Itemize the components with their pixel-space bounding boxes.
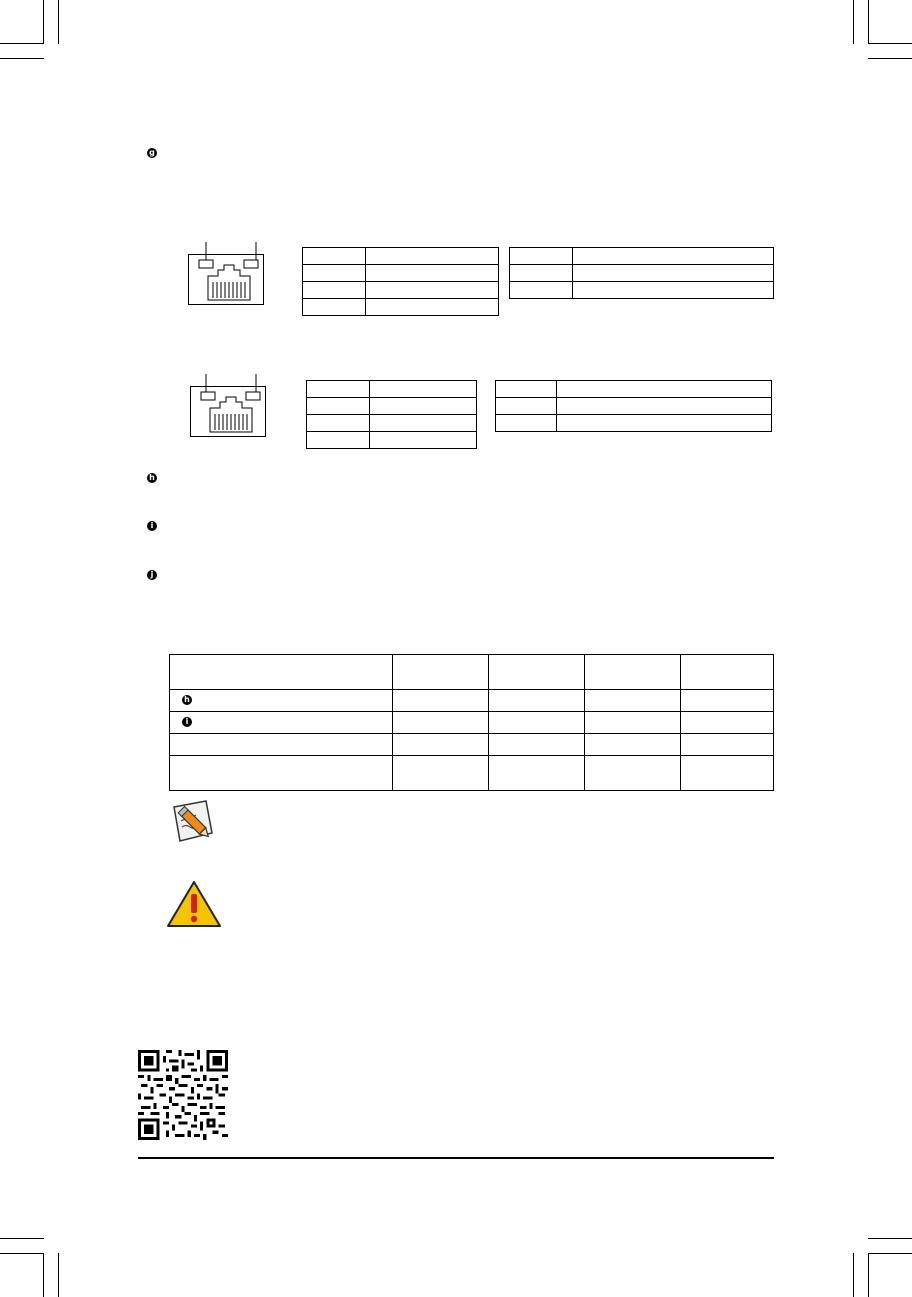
lan1-left-led-table	[302, 247, 499, 316]
section-bullet-h: h	[147, 473, 157, 483]
lan2-left-led-table	[306, 380, 477, 449]
lan-port-diagram-1	[188, 240, 268, 310]
footer-rule	[138, 1157, 774, 1159]
table-row-bullet-h: h	[182, 695, 192, 705]
lan1-right-led-table	[509, 247, 774, 299]
lan-port-diagram-2	[190, 372, 270, 442]
section-bullet-i: i	[147, 521, 157, 531]
warning-icon	[166, 880, 222, 928]
audio-config-table	[169, 654, 774, 791]
lan2-right-led-table	[495, 380, 772, 432]
table-row-bullet-i: i	[182, 717, 192, 727]
section-bullet-j: j	[147, 570, 157, 580]
note-icon	[168, 797, 226, 847]
qr-code	[138, 1050, 228, 1140]
section-bullet-g: g	[147, 148, 157, 158]
